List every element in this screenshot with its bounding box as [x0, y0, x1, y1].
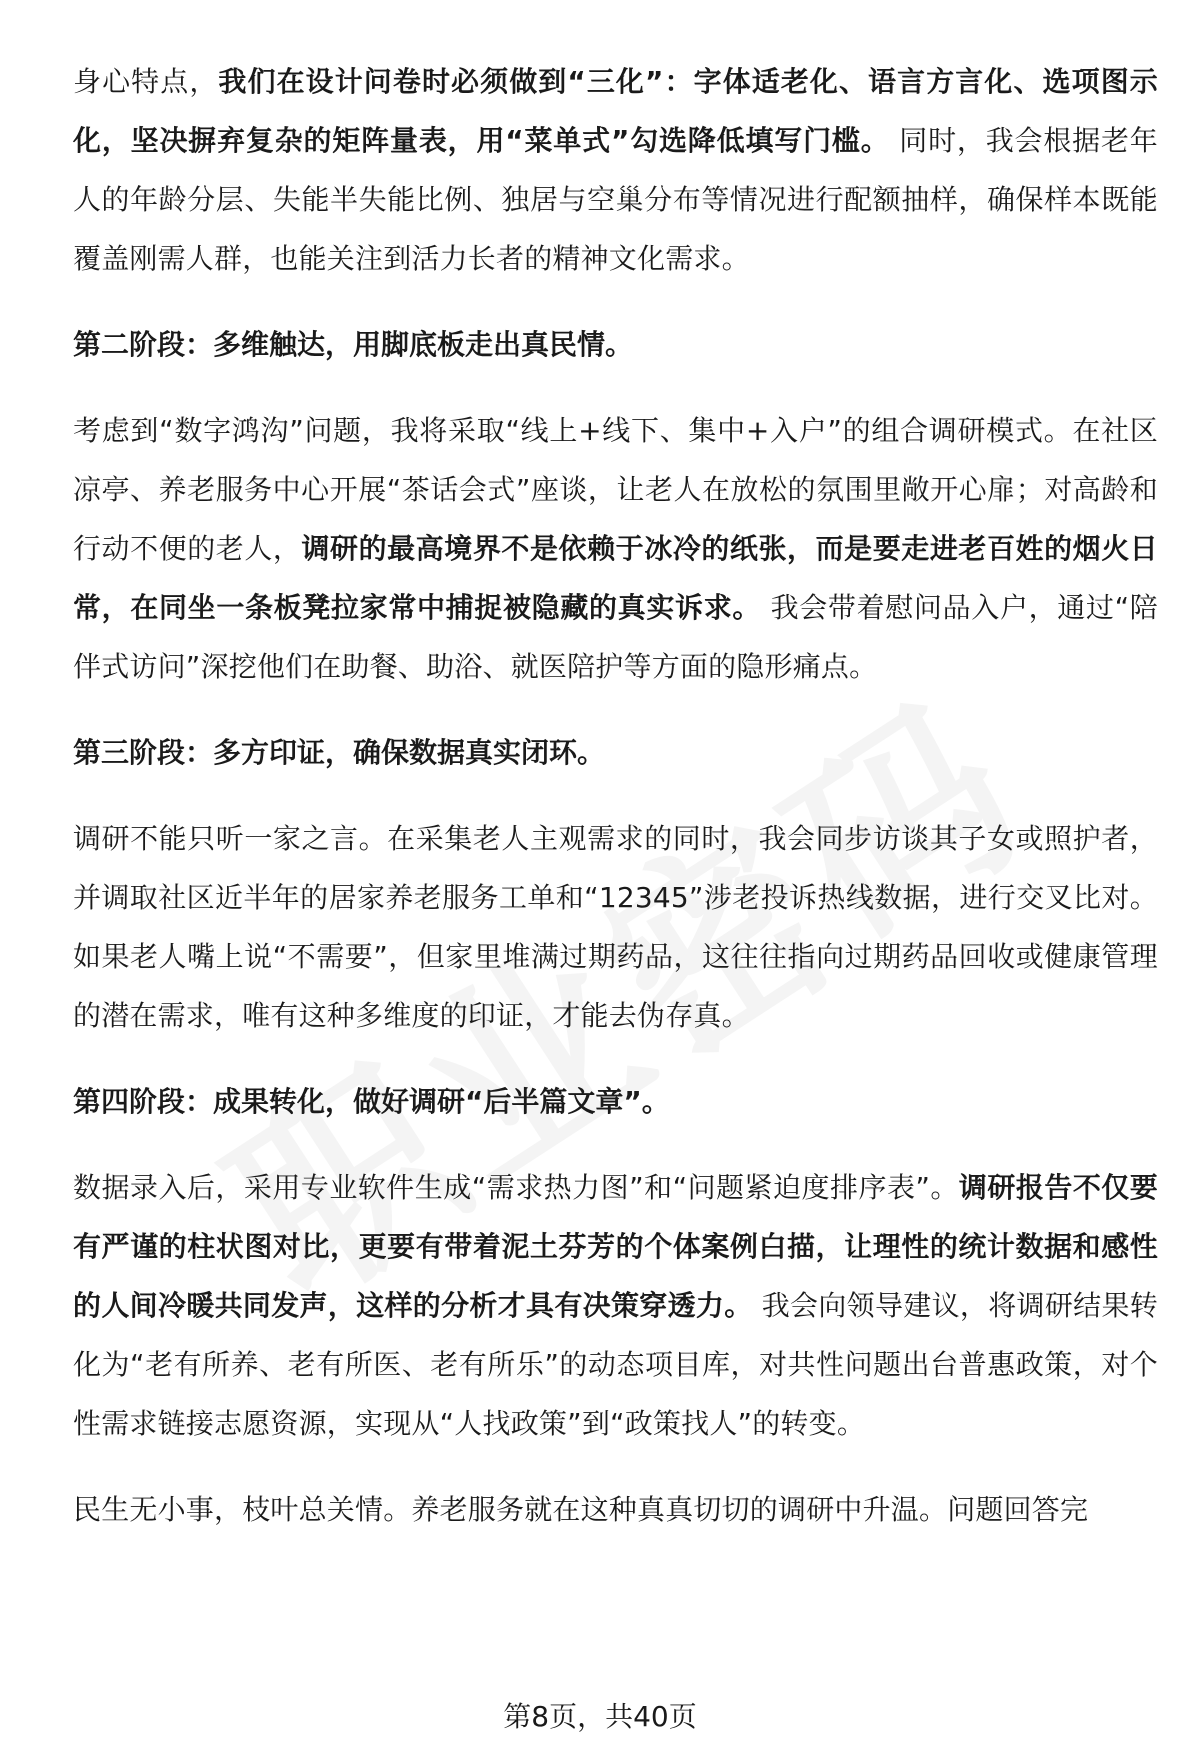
heading-stage-two: [73, 315, 1158, 374]
text-segment: 考虑到“数字鸿沟”问题，我将采取“线上+线下、集中+入户”的组合调研模式。在社区凉亭、养老服务中心开展“茶话会式”座谈，让老人在放松的氛围里敞开心扉；对高龄和行动不便的老人，: [73, 414, 1158, 565]
heading-text: 第四阶段：成果转化，做好调研“后半篇文章”。: [73, 1085, 670, 1118]
paragraph-stage-two: [73, 401, 1158, 696]
document-body: [73, 52, 1158, 1566]
text-segment: 我会向领导建议，将调研结果转化为“老有所养、老有所医、老有所乐”的动态项目库，对共性问题出台普惠政策，对个性需求链接志愿资源，实现从“人找政策”到“政策找人”的转变。: [73, 1289, 1158, 1440]
heading-stage-three: [73, 723, 1158, 782]
paragraph-stage-four: [73, 1158, 1158, 1453]
text-segment: 身心特点，: [73, 65, 219, 98]
paragraph-design-questionnaire: [73, 52, 1158, 288]
bold-segment: 调研报告不仅要有严谨的柱状图对比，更要有带着泥土芬芳的个体案例白描，让理性的统计数据和感性的人间冷暖共同发声，这样的分析才具有决策穿透力。: [73, 1171, 1158, 1322]
heading-stage-four: [73, 1072, 1158, 1131]
bold-segment: 我们在设计问卷时必须做到“三化”：字体适老化、语言方言化、选项图示化，坚决摒弃复杂的矩阵量表，用“菜单式”勾选降低填写门槛。: [73, 65, 1158, 157]
text-segment: 调研不能只听一家之言。在采集老人主观需求的同时，我会同步访谈其子女或照护者，并调取社区近半年的居家养老服务工单和“12345”涉老投诉热线数据，进行交叉比对。如果老人嘴上说“不需要”，但家里堆满过期药品，这往往指向过期药品回收或健康管理的潜在需求，唯有这种多维度的印证，才能去伪存真。: [73, 822, 1158, 1032]
paragraph-closing: [73, 1480, 1158, 1539]
text-segment: 民生无小事，枝叶总关情。养老服务就在这种真真切切的调研中升温。问题回答完: [73, 1493, 1089, 1526]
text-segment: 我会带着慰问品入户，通过“陪伴式访问”深挖他们在助餐、助浴、就医陪护等方面的隐形痛点。: [73, 591, 1158, 683]
bold-segment: 调研的最高境界不是依赖于冰冷的纸张，而是要走进老百姓的烟火日常，在同坐一条板凳拉家常中捕捉被隐藏的真实诉求。: [73, 532, 1158, 624]
text-segment: 同时，我会根据老年人的年龄分层、失能半失能比例、独居与空巢分布等情况进行配额抽样，确保样本既能覆盖刚需人群，也能关注到活力长者的精神文化需求。: [73, 124, 1158, 275]
page-number-footer: 第8页，共40页: [503, 1700, 697, 1733]
paragraph-stage-three: [73, 809, 1158, 1045]
text-segment: 数据录入后，采用专业软件生成“需求热力图”和“问题紧迫度排序表”。: [73, 1171, 959, 1204]
heading-text: 第三阶段：多方印证，确保数据真实闭环。: [73, 736, 606, 769]
heading-text: 第二阶段：多维触达，用脚底板走出真民情。: [73, 328, 634, 361]
